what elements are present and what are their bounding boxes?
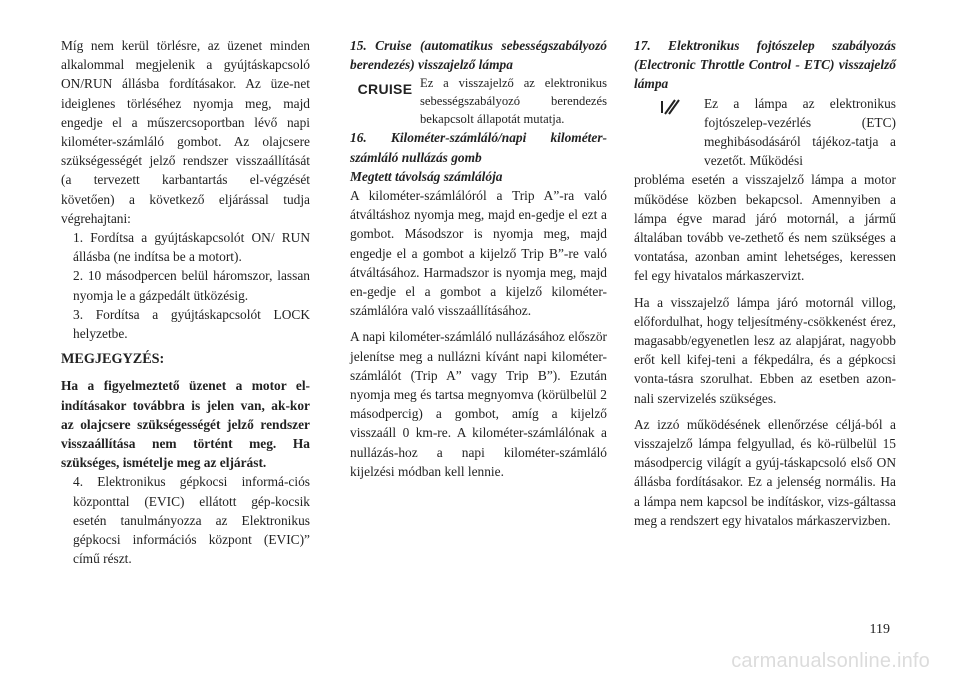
column-right — [634, 36, 896, 530]
note-body: Ha a figyelmeztető üzenet a motor el-indításakor továbbra is jelen van, ak-kor az olajcsere szükségességét jelző rendszer visszaállítása nem történt meg. Ha szükséges, ismételje meg az eljárást. — [61, 378, 310, 471]
column-middle — [350, 36, 607, 481]
cruise-icon: CRUISE — [357, 81, 413, 98]
step-4: 4. Elektronikus gépkocsi informá-ciós központtal (EVIC) ellátott gép-kocsik esetén tanulmányozza az Elektronikus gépkocsi információs központ (EVIC)” című részt. — [73, 474, 310, 567]
step-3: 3. Fordítsa a gyújtáskapcsolót LOCK helyzetbe. — [73, 306, 310, 342]
odometer-paragraph-2: A napi kilométer-számláló nullázásához először jelenítse meg a nullázni kívánt napi kilométer-számlálót (Trip A” vagy Trip B”). Ezután nyomja meg és tartsa megnyomva (körülbelül 2 másodpercig) a gombot, amíg a kijelző visszaáll 0 km-re. A kilométer-számlálónak a nullázás-hoz a napi kilométer-számláló kijelzési módban kell lennie. — [350, 329, 607, 479]
cruise-description: Ez a visszajelző az elektronikus sebességszabályozó berendezés bekapcsolt állapotát mutatja. — [420, 76, 607, 127]
watermark: carmanualsonline.info — [731, 650, 930, 672]
etc-description-first: Ez a lámpa az elektronikus fojtószelep-vezérlés (ETC) meghibásodásáról tájékoz-tatja a vezetőt. Működési — [704, 95, 896, 169]
heading-odometer: 16. Kilométer-számláló/napi kilométer-számláló nullázás gomb — [350, 130, 607, 165]
etc-description-rest: probléma esetén a visszajelző lámpa a motor működése közben bekapcsol. Amennyiben a lámpa égve marad járó motornál, a jármű általában tovább ve-zethető és nem szükséges a vontatása, azonban amint lehetséges, keressen fel egy hivatalos márkaszervizt. — [634, 172, 896, 284]
heading-cruise: 15. Cruise (automatikus sebességszabályozó berendezés) visszajelző lámpa — [350, 38, 607, 73]
etc-paragraph-2: Ha a visszajelző lámpa járó motornál villog, előfordulhat, hogy teljesítmény-csökkenést érez, magasabb/egyenetlen lesz az alapjárat, nagyobb erőt kell kifej-teni a fékpedálra, és a gépkocsi vonta-tásra szorulhat. Ebben az esetben azon-nali szervizelés szükséges. — [634, 294, 896, 406]
etc-indicator-row — [634, 94, 896, 171]
heading-etc: 17. Elektronikus fojtószelep szabályozás (Electronic Throttle Control - ETC) visszajelző lámpa — [634, 38, 896, 92]
cruise-indicator-row — [350, 74, 607, 128]
note-title: MEGJEGYZÉS: — [61, 351, 165, 368]
intro-paragraph: Míg nem kerül törlésre, az üzenet minden alkalommal megjelenik a gyújtáskapcsoló ON/RUN állásba fordításakor. Az üze-net ideiglenes törléséhez nyomja meg, majd engedje el a műszercsoportban lévő napi kilométer-számláló gombot. Az olajcsere szükségességét jelző rendszer visszaállítását (a tervezett karbantartás el-végzését követően) a következő eljárással tudja végrehajtani: — [61, 38, 310, 226]
page-number: 119 — [869, 622, 890, 637]
step-2: 2. 10 másodpercen belül háromszor, lassan nyomja le a gázpedált ütközésig. — [73, 268, 310, 303]
column-left — [61, 36, 310, 568]
step-1: 1. Fordítsa a gyújtáskapcsolót ON/ RUN állásba (ne indítsa be a motort). — [73, 230, 310, 265]
subheading-odometer: Megtett távolság számlálója — [350, 168, 503, 184]
etc-throttle-icon — [656, 94, 682, 125]
odometer-paragraph-1: A kilométer-számlálóról a Trip A”-ra való átváltáshoz nyomja meg, majd en-gedje el ezt a gombot. Másodszor is nyomja meg, majd engedje el a gombot a kijelző Trip B”-re való átváltásához. Harmadszor is nyomja meg, majd en-gedje el a gombot a kijelző kilométer-számlálóra való visszaállításához. — [350, 188, 607, 319]
etc-paragraph-3: Az izzó működésének ellenőrzése céljá-ból a visszajelző lámpa felgyullad, és kö-rülbelül 15 másodpercig világít a gyúj-táskapcsoló első ON állásba fordításakor. Ez a jelenség normális. Ha a lámpa nem kapcsol be indításkor, vizs-gáltassa meg a rendszert egy hivatalos márkaszervizben. — [634, 416, 896, 528]
